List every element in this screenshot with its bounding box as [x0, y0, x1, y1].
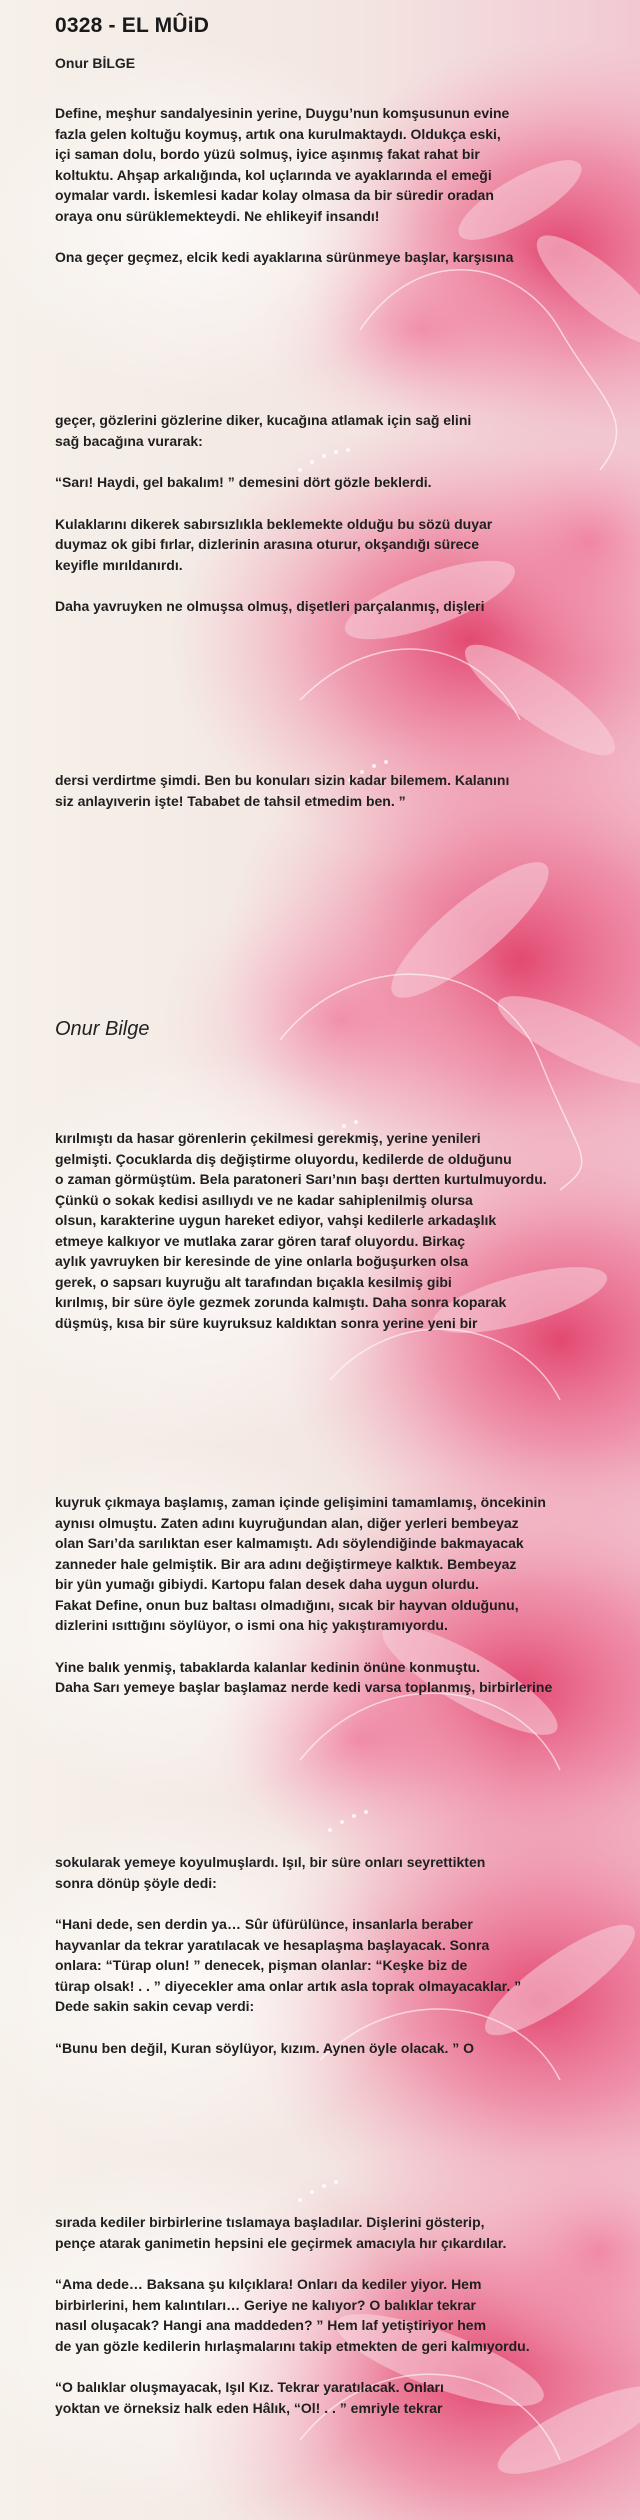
paragraph: “O balıklar oluşmayacak, Işıl Kız. Tekrar yaratılacak. Onları yoktan ve örneksiz halk eden Hâlık, “Ol! . . ” emriyle tekrar — [55, 2379, 444, 2416]
paragraph: kuyruk çıkmaya başlamış, zaman içinde gelişimini tamamlamış, öncekinin aynısı olmuştu. Zaten adını kuyruğundan alan, diğer yerleri bembeyaz olan Sarı’da sarılıktan eser kalmamıştı. Adı söylendiğinde bakmayacak zanneder hale gelmiştik. Bir ara adını değiştirmeye kalktık. Bembeyaz bir yün yumağı gibiydi. Kartopu falan desek daha uygun olurdu. Fakat Define, onun buz baltası olmadığını, sıcak bir hayvan olduğunu, dizlerini ısıttığını söylüyor, o ismi ona hiç yakıştıramıyordu. — [55, 1494, 546, 1633]
paragraph: Define, meşhur sandalyesinin yerine, Duygu’nun komşusunun evine fazla gelen koltuğu koymuş, artık ona kurulmaktaydı. Oldukça eski, içi saman dolu, bordo yüzü solmuş, iyice aşınmış fakat rahat bir koltuktu. Ahşap arkalığında, kol uçlarında ve ayaklarında el emeği oymalar vardı. İskemlesi kadar kolay olmasa da bir süredir oradan oraya onu sürüklemekteydi. Ne ehlikeyif insandı! — [55, 105, 510, 224]
document-author: Onur BİLGE — [55, 55, 136, 71]
text-section-4 — [55, 1128, 635, 1333]
paragraph: dersi verdirtme şimdi. Ben bu konuları sizin kadar bilemem. Kalanını siz anlayıverin işte! Tababet de tahsil etmedim ben. ” — [55, 772, 510, 809]
text-section-6 — [55, 1852, 635, 2058]
document-title: 0328 - EL MÛiD — [55, 14, 210, 37]
text-section-3 — [55, 770, 635, 811]
paragraph: sırada kediler birbirlerine tıslamaya başladılar. Dişlerini gösterip, pençe atarak ganimetin hepsini ele geçirmek amacıyla hır çıkardılar. — [55, 2214, 507, 2251]
paragraph: Yine balık yenmiş, tabaklarda kalanlar kedinin önüne konmuştu. Daha Sarı yemeye başlar başlamaz nerde kedi varsa toplanmış, birbirlerine — [55, 1658, 553, 1695]
text-section-1 — [55, 103, 635, 268]
paragraph: Daha yavruyken ne olmuşsa olmuş, dişetleri parçalanmış, dişleri — [55, 598, 485, 614]
text-section-2 — [55, 410, 635, 617]
paragraph: “Sarı! Haydi, gel bakalım! ” demesini dört gözle beklerdi. — [55, 474, 432, 490]
author-signature: Onur Bilge — [55, 1018, 150, 1040]
paragraph: sokularak yemeye koyulmuşlardı. Işıl, bir süre onları seyrettikten sonra dönüp şöyle dedi: — [55, 1854, 486, 1891]
text-section-5 — [55, 1492, 635, 1698]
text-section-7 — [55, 2212, 635, 2418]
paragraph: “Ama dede… Baksana şu kılçıklara! Onları da kediler yiyor. Hem birbirlerini, hem kalıntıları… Geriye ne kalıyor? O balıklar tekrar nasıl oluşacak? Hangi ana maddeden? ” Hem laf yetiştiriyor hem de yan gözle kedilerin hırlaşmalarını takip etmekten de geri kalmıyordu. — [55, 2276, 530, 2354]
paragraph: “Hani dede, sen derdin ya… Sûr üfürülünce, insanlarla beraber hayvanlar da tekrar yaratılacak ve hesaplaşma başlayacak. Sonra onlara: “Türap olun! ” denecek, pişman olanlar: “Keşke biz de türap olsak! . . ” diyecekler ama onlar artık asla toprak olmayacaklar. ” Dede sakin sakin cevap verdi: — [55, 1916, 522, 2014]
paragraph: kırılmıştı da hasar görenlerin çekilmesi gerekmiş, yerine yenileri gelmişti. Çocuklarda diş değiştirme oluyordu, kedilerde de olduğunu o zaman görmüştüm. Bela paratoneri Sarı’nın başı dertten kurtulmuyordu. Çünkü o sokak kedisi asıllıydı ve ne kadar sahiplenilmiş olursa olsun, karakterine uygun hareket ediyor, vahşi kedilerle arkadaşlık etmeye kalkıyor ve mutlaka zarar gören taraf oluyordu. Birkaç aylık yavruyken bir keresinde de yine onlarla boğuşurken olsa gerek, o sapsarı kuyruğu alt tarafından bıçakla kesilmiş gibi kırılmış, bir süre öyle gezmek zorunda kalmıştı. Daha sonra koparak düşmüş, kısa bir süre kuyruksuz kaldıktan sonra yerine yeni bir — [55, 1130, 547, 1331]
paragraph: “Bunu ben değil, Kuran söylüyor, kızım. Aynen öyle olacak. ” O — [55, 2039, 475, 2056]
paragraph: Kulaklarını dikerek sabırsızlıkla beklemekte olduğu bu sözü duyar duymaz ok gibi fırlar, dizlerinin arasına oturur, okşandığı sürece keyifle mırıldanırdı. — [55, 515, 493, 573]
paragraph: Ona geçer geçmez, elcik kedi ayaklarına sürünmeye başlar, karşısına — [55, 249, 514, 265]
paragraph: geçer, gözlerini gözlerine diker, kucağına atlamak için sağ elini sağ bacağına vurarak: — [55, 412, 472, 449]
